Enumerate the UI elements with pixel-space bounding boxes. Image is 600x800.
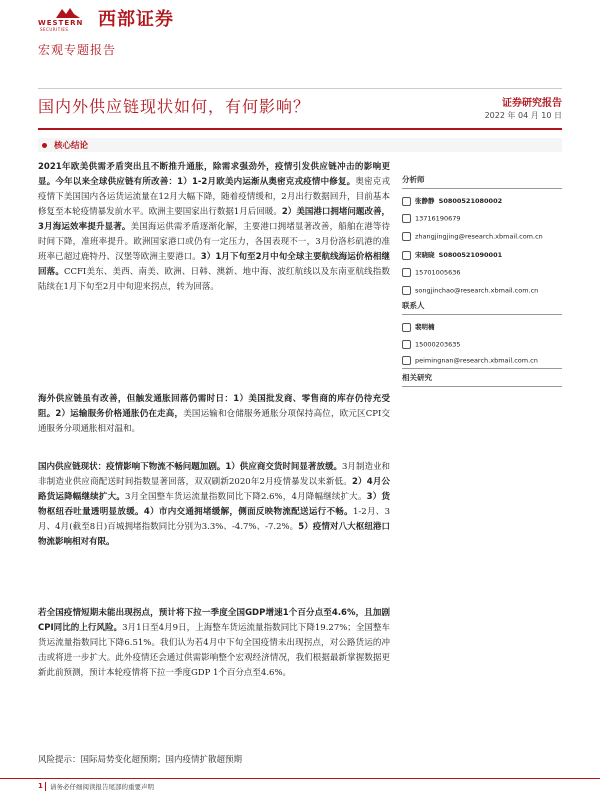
contact-name: 裴明楠: [415, 323, 435, 331]
analyst-2-email[interactable]: songjinchao@research.xbmail.com.cn: [415, 286, 539, 295]
analyst-1-email-row[interactable]: [402, 232, 543, 241]
paragraph-2-run: 海外供应链虽有改善，但触发通胀回落仍需时日：1）美国批发商、零售商的库存仍待充受阻。2）运输服务价格通胀仍在走高，: [38, 394, 390, 419]
paragraph-2: [38, 392, 390, 437]
analyst-1-name-row: [402, 196, 502, 206]
analyst-1-name: 张静静: [415, 197, 435, 205]
analyst-2-cert: S0800521090001: [438, 251, 503, 259]
person-icon: [402, 251, 411, 260]
contact-email-row[interactable]: [402, 356, 538, 365]
analyst-1-phone-row: [402, 214, 461, 223]
logo-en-sub: SECURITIES: [40, 27, 69, 32]
analysts-rule: [402, 188, 562, 189]
logo-mark-icon: [56, 7, 80, 19]
doc-type: 证券研究报告: [502, 98, 562, 109]
page-number: 1: [38, 782, 43, 790]
contact-email[interactable]: peimingnan@research.xbmail.com.cn: [415, 356, 538, 365]
footer-disclaimer: 请务必仔细阅读报告尾部的重要声明: [50, 783, 154, 791]
email-icon: [402, 286, 411, 295]
analyst-2-name-row: [402, 250, 502, 260]
section-band: [38, 138, 562, 152]
analyst-2-name: 宋晓晓: [415, 251, 435, 259]
bullet-icon: [42, 143, 47, 148]
paragraph-3-run: 2）4月公路货运降幅继续扩大。: [38, 477, 390, 502]
analyst-2-email-row[interactable]: [402, 286, 538, 295]
footer-rule: [0, 778, 600, 779]
paragraph-3-run: 1-2月、3月、4月(截至8日)百城拥堵指数同比分别为3.3%、-4.7%、-7.2%。: [38, 507, 390, 532]
phone-icon: [402, 340, 411, 349]
paragraph-3-run: 国内供应链现状：疫情影响下物流不畅问题加剧。1）供应商交货时间显著放缓。: [38, 462, 342, 472]
contact-name-row: [402, 322, 435, 332]
logo-cn: 西部证券: [98, 9, 174, 30]
footer-divider: [45, 782, 46, 791]
section-label: 核心结论: [54, 141, 89, 151]
paragraph-1-run: 2）美国港口拥堵问题改善，3月海运效率提升显著。: [38, 207, 390, 232]
email-icon: [402, 356, 411, 365]
title-rule: [38, 128, 562, 130]
contact-rule: [402, 314, 562, 315]
phone-icon: [402, 214, 411, 223]
paragraph-3: [38, 460, 390, 550]
email-icon: [402, 232, 411, 241]
paragraph-1-run: 美国海运供需矛盾逐渐化解，主要港口拥堵显著改善，船舶在港等待时间下降，准班率提升。欧洲国家港口或仍有一定压力，各国表现不一，3月份洛杉矶港的准班率已超过鹿特丹、汉堡等欧洲主要港口。: [38, 222, 390, 262]
paragraph-2-run: 美国运输和仓储服务通胀分项保持高位，欧元区CPI交通服务分项通胀相对温和。: [38, 409, 390, 434]
analysts-label: 分析师: [402, 175, 425, 184]
header-divider: [38, 88, 562, 89]
person-icon: [402, 323, 411, 332]
contact-phone-row: [402, 340, 461, 349]
analyst-2-phone-row: [402, 268, 461, 277]
report-date: 2022 年 04 月 10 日: [484, 111, 562, 120]
paragraph-1: [38, 160, 390, 295]
paragraph-1-run: 奥密克戎疫情下美国国内各运货运流量在12月大幅下降，随着疫情缓和，2月出行数据回升，目前基本修复至本轮疫情暴发前水平。欧洲主要国家出行数据1月后回暖。: [38, 177, 390, 217]
analysts-section: [402, 174, 562, 189]
paragraph-4-run: 3月1日至4月9日，上海整车货运流量指数同比下降19.27%；全国整车货运流量指数同比下降6.51%。我们认为若4月中下旬全国疫情未出现拐点，对公路货运的冲击或将进一步扩大。此外疫情还会通过供需影响整个宏观经济情况，我们根据最新掌握数据更新此前预测，预计本轮疫情将下拉一季度GDP 1个百分点至4.6%。: [38, 623, 390, 678]
paragraph-3-run: 3月制造业和非制造业供应商配送时间指数显著回落，双双刷新2020年2月疫情暴发以来新低。: [38, 462, 390, 487]
related-rule: [402, 386, 562, 387]
paragraph-4-run: 若全国疫情短期未能出现拐点，预计将下拉一季度全国GDP增速1个百分点至4.6%，且加剧CPI同比的上行风险。: [38, 608, 390, 633]
paragraph-3-run: 5）疫情对八大枢纽港口物流影响相对有限。: [38, 522, 391, 547]
phone-icon: [402, 268, 411, 277]
paragraph-4: [38, 606, 390, 681]
risk-note: 风险提示：国际局势变化超预期；国内疫情扩散超预期: [38, 755, 243, 765]
analyst-1-phone: 13716190679: [415, 214, 461, 223]
contact-label: 联系人: [402, 301, 425, 310]
analyst-1-email[interactable]: zhangjingjing@research.xbmail.com.cn: [415, 232, 543, 241]
related-section: [402, 368, 562, 387]
analyst-1-cert: S0800521080002: [438, 197, 503, 205]
paragraph-3-run: 3月全国整车货运流量指数同比下降2.6%，4月降幅继续扩大。: [124, 492, 367, 502]
contact-phone: 15000203635: [415, 340, 461, 349]
logo-en: WESTERN: [38, 19, 84, 27]
analyst-2-phone: 15701005636: [415, 268, 461, 277]
related-top-rule: [402, 368, 562, 369]
logo: [38, 7, 96, 33]
person-icon: [402, 197, 411, 206]
report-category: 宏观专题报告: [38, 43, 117, 57]
related-label: 相关研究: [402, 373, 432, 382]
page-title: 国内外供应链现状如何，有何影响？: [38, 97, 311, 116]
paragraph-1-run: CCFI美东、美西、南美、欧洲、日韩、澳新、地中海、波红航线以及东南亚航线指数陆续在1月下旬至2月中旬迎来拐点，转为回落。: [38, 267, 390, 292]
paragraph-1-run: 3）1月下旬至2月中旬全球主要航线海运价格相继回落。: [38, 252, 390, 277]
paragraph-3-run: 3）货物枢纽吞吐量透明显放缓。4）市内交通拥堵缓解，侧面反映物流配送运行不畅。: [38, 492, 390, 517]
contact-section: [402, 300, 562, 315]
paragraph-1-run: 2021年欧美供需矛盾突出且不断推升通胀，除需求强劲外，疫情引发供应链冲击的影响更显。今年以来全球供应链有所改善：1）1-2月欧美内运渐从奥密克戎疫情中修复。: [38, 162, 390, 187]
